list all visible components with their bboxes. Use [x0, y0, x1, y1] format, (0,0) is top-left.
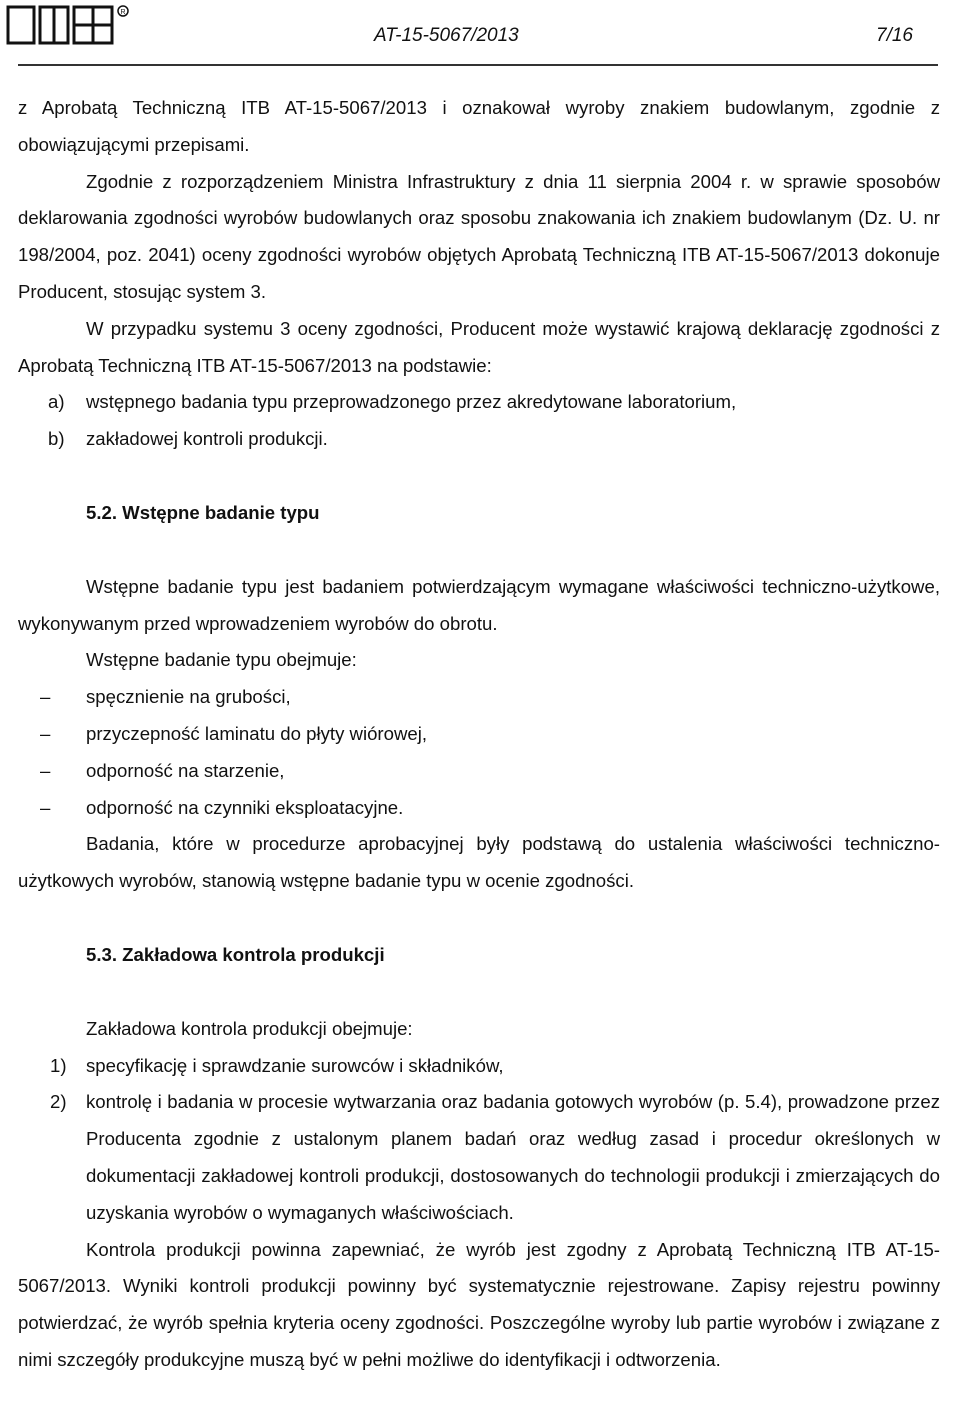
- dash-marker: –: [40, 722, 51, 744]
- list-item: [18, 1084, 940, 1231]
- dash-marker: –: [40, 686, 51, 708]
- list-marker: b): [48, 428, 65, 450]
- list-item-text: zakładowej kontroli produkcji.: [86, 428, 328, 450]
- list-item: [18, 790, 940, 827]
- paragraph: Badania, które w procedurze aprobacyjnej były podstawą do ustalenia właściwości techniczno-użytkowych wyrobów, stanowią wstępne badanie typu w ocenie zgodności.: [18, 833, 940, 892]
- paragraph: Kontrola produkcji powinna zapewniać, że wyrób jest zgodny z Aprobatą Techniczną ITB AT-15-5067/2013. Wyniki kontroli produkcji powinny być systematycznie rejestrowane. Zapisy rejestru powinny potwierdzać, że wyrób spełnia kryteria oceny zgodności. Poszczególne wyroby lub partie wyrobów i związane z nimi szczegóły produkcyjne muszą być w pełni możliwe do identyfikacji i odtworzenia.: [18, 1238, 940, 1370]
- svg-text:R: R: [120, 9, 126, 16]
- paragraph: z Aprobatą Techniczną ITB AT-15-5067/2013 i oznakował wyroby znakiem budowlanym, zgodnie z obowiązującymi przepisami.: [18, 97, 940, 155]
- list-item: [18, 753, 940, 790]
- paragraph: Wstępne badanie typu obejmuje:: [86, 649, 357, 671]
- list-item: [18, 716, 940, 753]
- list-item-text: odporność na czynniki eksploatacyjne.: [86, 796, 404, 818]
- list-item-text: kontrolę i badania w procesie wytwarzania oraz badania gotowych wyrobów (p. 5.4), prowadzone przez Producenta zgodnie z ustalonym planem badań oraz według zasad i procedur określonych w dokumentacji zakładowej kontroli produkcji, dostosowanych do technologii produkcji i zmierzających do uzyskania wyrobów o wymaganych właściwościach.: [86, 1091, 940, 1223]
- section-heading: 5.3. Zakładowa kontrola produkcji: [86, 943, 385, 965]
- paragraph: Zakładowa kontrola produkcji obejmuje:: [86, 1017, 413, 1039]
- list-item-text: wstępnego badania typu przeprowadzonego przez akredytowane laboratorium,: [86, 391, 737, 413]
- list-marker: 2): [50, 1091, 67, 1113]
- list-item-text: odporność na starzenie,: [86, 759, 285, 781]
- list-marker: 1): [50, 1054, 67, 1076]
- list-item-text: specyfikację i sprawdzanie surowców i składników,: [86, 1054, 504, 1076]
- paragraph: Wstępne badanie typu jest badaniem potwierdzającym wymagane właściwości techniczno-użytkowe, wykonywanym przed wprowadzeniem wyrobów do obrotu.: [18, 575, 940, 634]
- list-item: [18, 421, 940, 458]
- list-marker: a): [48, 391, 65, 413]
- list-item: [18, 1048, 940, 1085]
- document-code: AT-15-5067/2013: [374, 25, 519, 46]
- list-item-text: przyczepność laminatu do płyty wiórowej,: [86, 722, 428, 744]
- list-item: [18, 679, 940, 716]
- page-number: 7/16: [876, 25, 913, 46]
- dash-marker: –: [40, 759, 51, 781]
- dash-marker: –: [40, 796, 51, 818]
- list-item-text: spęcznienie na grubości,: [86, 686, 291, 708]
- paragraph: Zgodnie z rozporządzeniem Ministra Infrastruktury z dnia 11 sierpnia 2004 r. w sprawie sposobów deklarowania zgodności wyrobów budowlanych oraz sposobu znakowania ich znakiem budowlanym (Dz. U. nr 198/2004, poz. 2041) oceny zgodności wyrobów objętych Aprobatą Techniczną ITB AT-15-5067/2013 dokonuje Producent, stosując system 3.: [18, 170, 940, 302]
- paragraph: W przypadku systemu 3 oceny zgodności, Producent może wystawić krajową deklarację zgodności z Aprobatą Techniczną ITB AT-15-5067/2013 na podstawie:: [18, 317, 940, 376]
- document-body: [18, 90, 940, 1379]
- list-item: [18, 384, 940, 421]
- section-heading: 5.2. Wstępne badanie typu: [86, 501, 320, 523]
- page-header: [0, 0, 960, 68]
- itb-logo: [6, 4, 130, 46]
- header-divider: [18, 64, 938, 66]
